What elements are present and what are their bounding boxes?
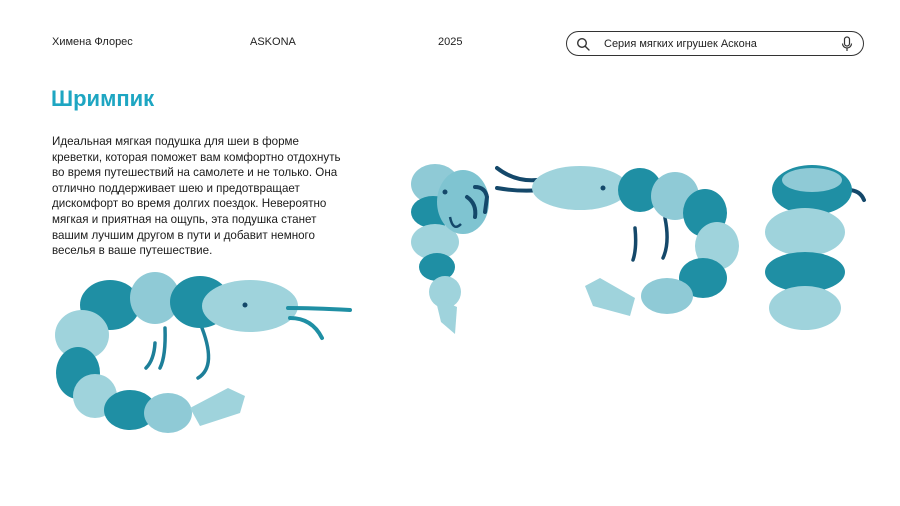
product-description: Идеальная мягкая подушка для шеи в форме креветки, которая поможет вам комфортно отдохнуть во время путешествий на самолете и не только. Она отлично поддерживает шею и предотвращает дискомфорт во время долгих поездок. Невероятно мягкая и приятная на ощупь, эта подушка станет вашим лучшим другом в пути и добавит немного веселья в ваше путешествие.	[52, 135, 341, 258]
search-bar[interactable]	[566, 31, 864, 56]
product-title: Шримпик	[51, 86, 155, 111]
shrimp-mirrored-image	[495, 158, 745, 338]
search-icon[interactable]	[576, 37, 590, 51]
shrimp-side-image	[50, 268, 360, 453]
author-name: Химена Флорес	[52, 36, 133, 48]
shrimp-front-image	[405, 162, 500, 342]
shrimp-back-image	[760, 160, 875, 340]
brand-name: ASKONA	[250, 36, 296, 48]
search-input[interactable]: Серия мягких игрушек Аскона	[604, 38, 757, 50]
year-label: 2025	[438, 36, 463, 48]
microphone-icon[interactable]	[841, 36, 853, 52]
